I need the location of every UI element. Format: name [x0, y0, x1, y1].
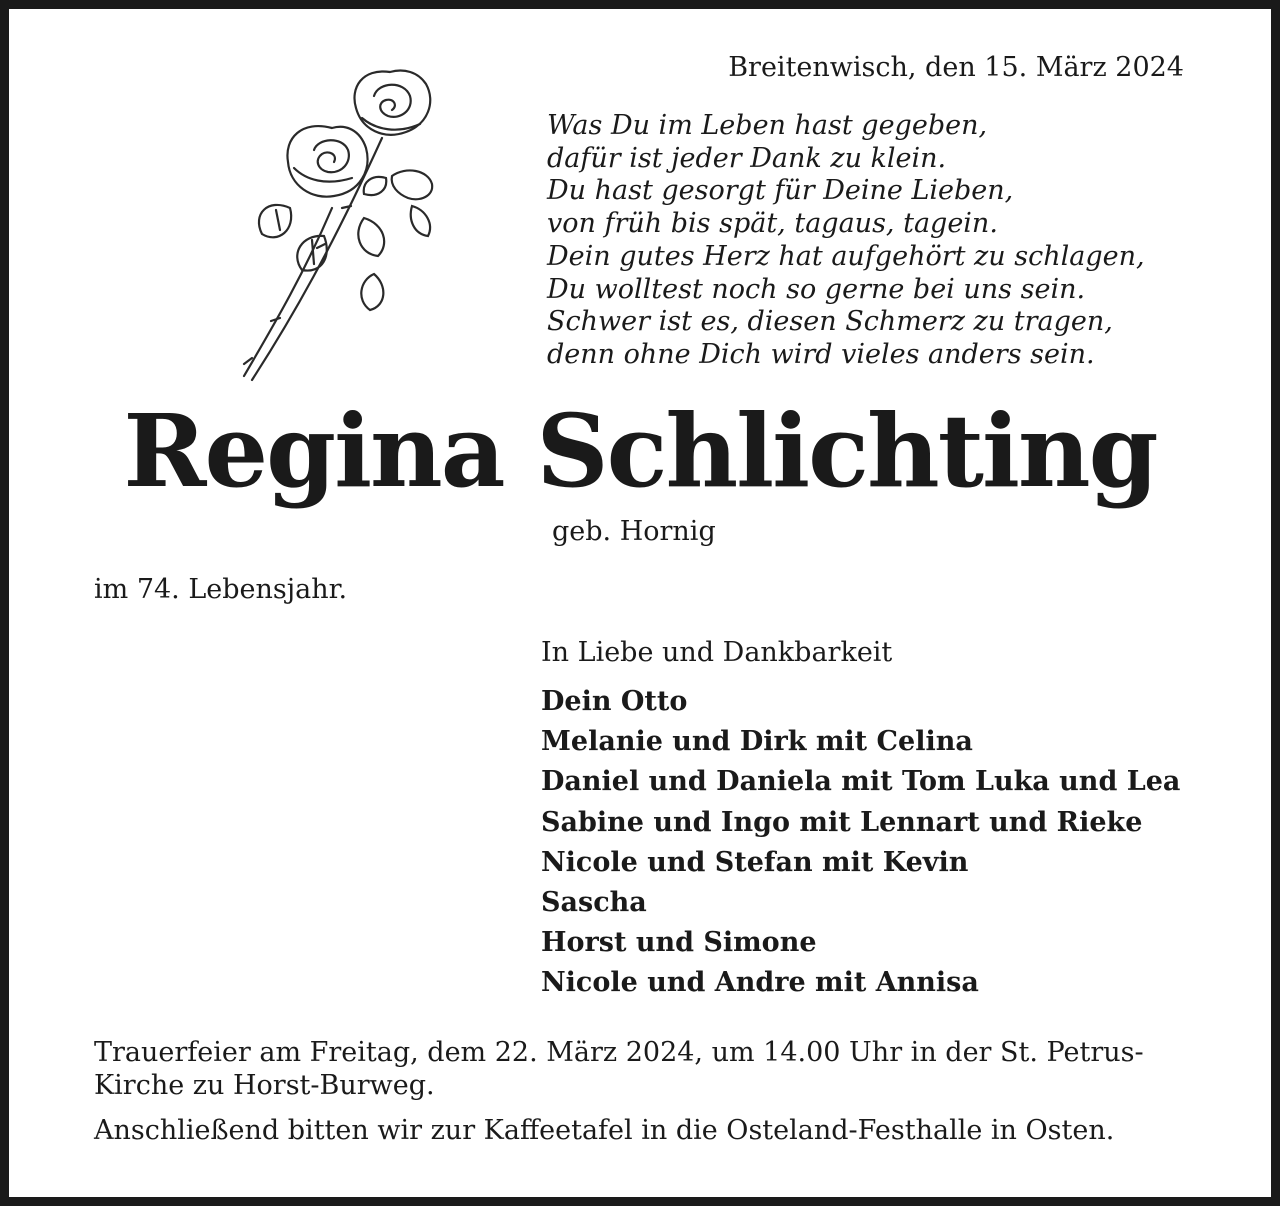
mourner-name: Nicole und Andre mit Annisa [541, 967, 979, 999]
date-line: Breitenwisch, den 15. März 2024 [728, 52, 1184, 83]
funeral-line: Trauerfeier am Freitag, dem 22. März 2024, um 14.00 Uhr in der St. Petrus- [94, 1037, 1144, 1068]
funeral-line: Kirche zu Horst-Burweg. [94, 1070, 435, 1101]
poem-line: Schwer ist es, diesen Schmerz zu tragen, [547, 306, 1113, 338]
poem-line: dafür ist jeder Dank zu klein. [547, 142, 947, 174]
mourner-name: Sabine und Ingo mit Lennart und Rieke [541, 806, 1143, 838]
deceased-name: Regina Schlichting [123, 392, 1157, 510]
rose-illustration-icon [222, 58, 444, 390]
poem-line: denn ohne Dich wird vieles anders sein. [547, 338, 1095, 370]
poem-line: Du hast gesorgt für Deine Lieben, [547, 175, 1014, 207]
mourners-intro: In Liebe und Dankbarkeit [541, 637, 893, 668]
reception-info: Anschließend bitten wir zur Kaffeetafel in die Osteland-Festhalle in Osten. [94, 1115, 1115, 1146]
poem [547, 110, 1145, 372]
mourners-list [541, 682, 1180, 1004]
mourner-name: Nicole und Stefan mit Kevin [541, 846, 969, 878]
mourner-name: Daniel und Daniela mit Tom Luka und Lea [541, 766, 1181, 798]
age-line: im 74. Lebensjahr. [94, 574, 348, 605]
mourner-name: Melanie und Dirk mit Celina [541, 726, 973, 758]
maiden-name: geb. Hornig [552, 516, 716, 547]
poem-line: Dein gutes Herz hat aufgehört zu schlagen, [547, 240, 1145, 272]
poem-line: Du wolltest noch so gerne bei uns sein. [547, 273, 1086, 305]
poem-line: Was Du im Leben hast gegeben, [547, 110, 988, 141]
poem-line: von früh bis spät, tagaus, tagein. [547, 208, 998, 240]
mourner-name: Sascha [541, 887, 647, 919]
mourner-name: Horst und Simone [541, 927, 817, 959]
mourner-name: Dein Otto [541, 686, 688, 717]
funeral-info [94, 1036, 1144, 1102]
